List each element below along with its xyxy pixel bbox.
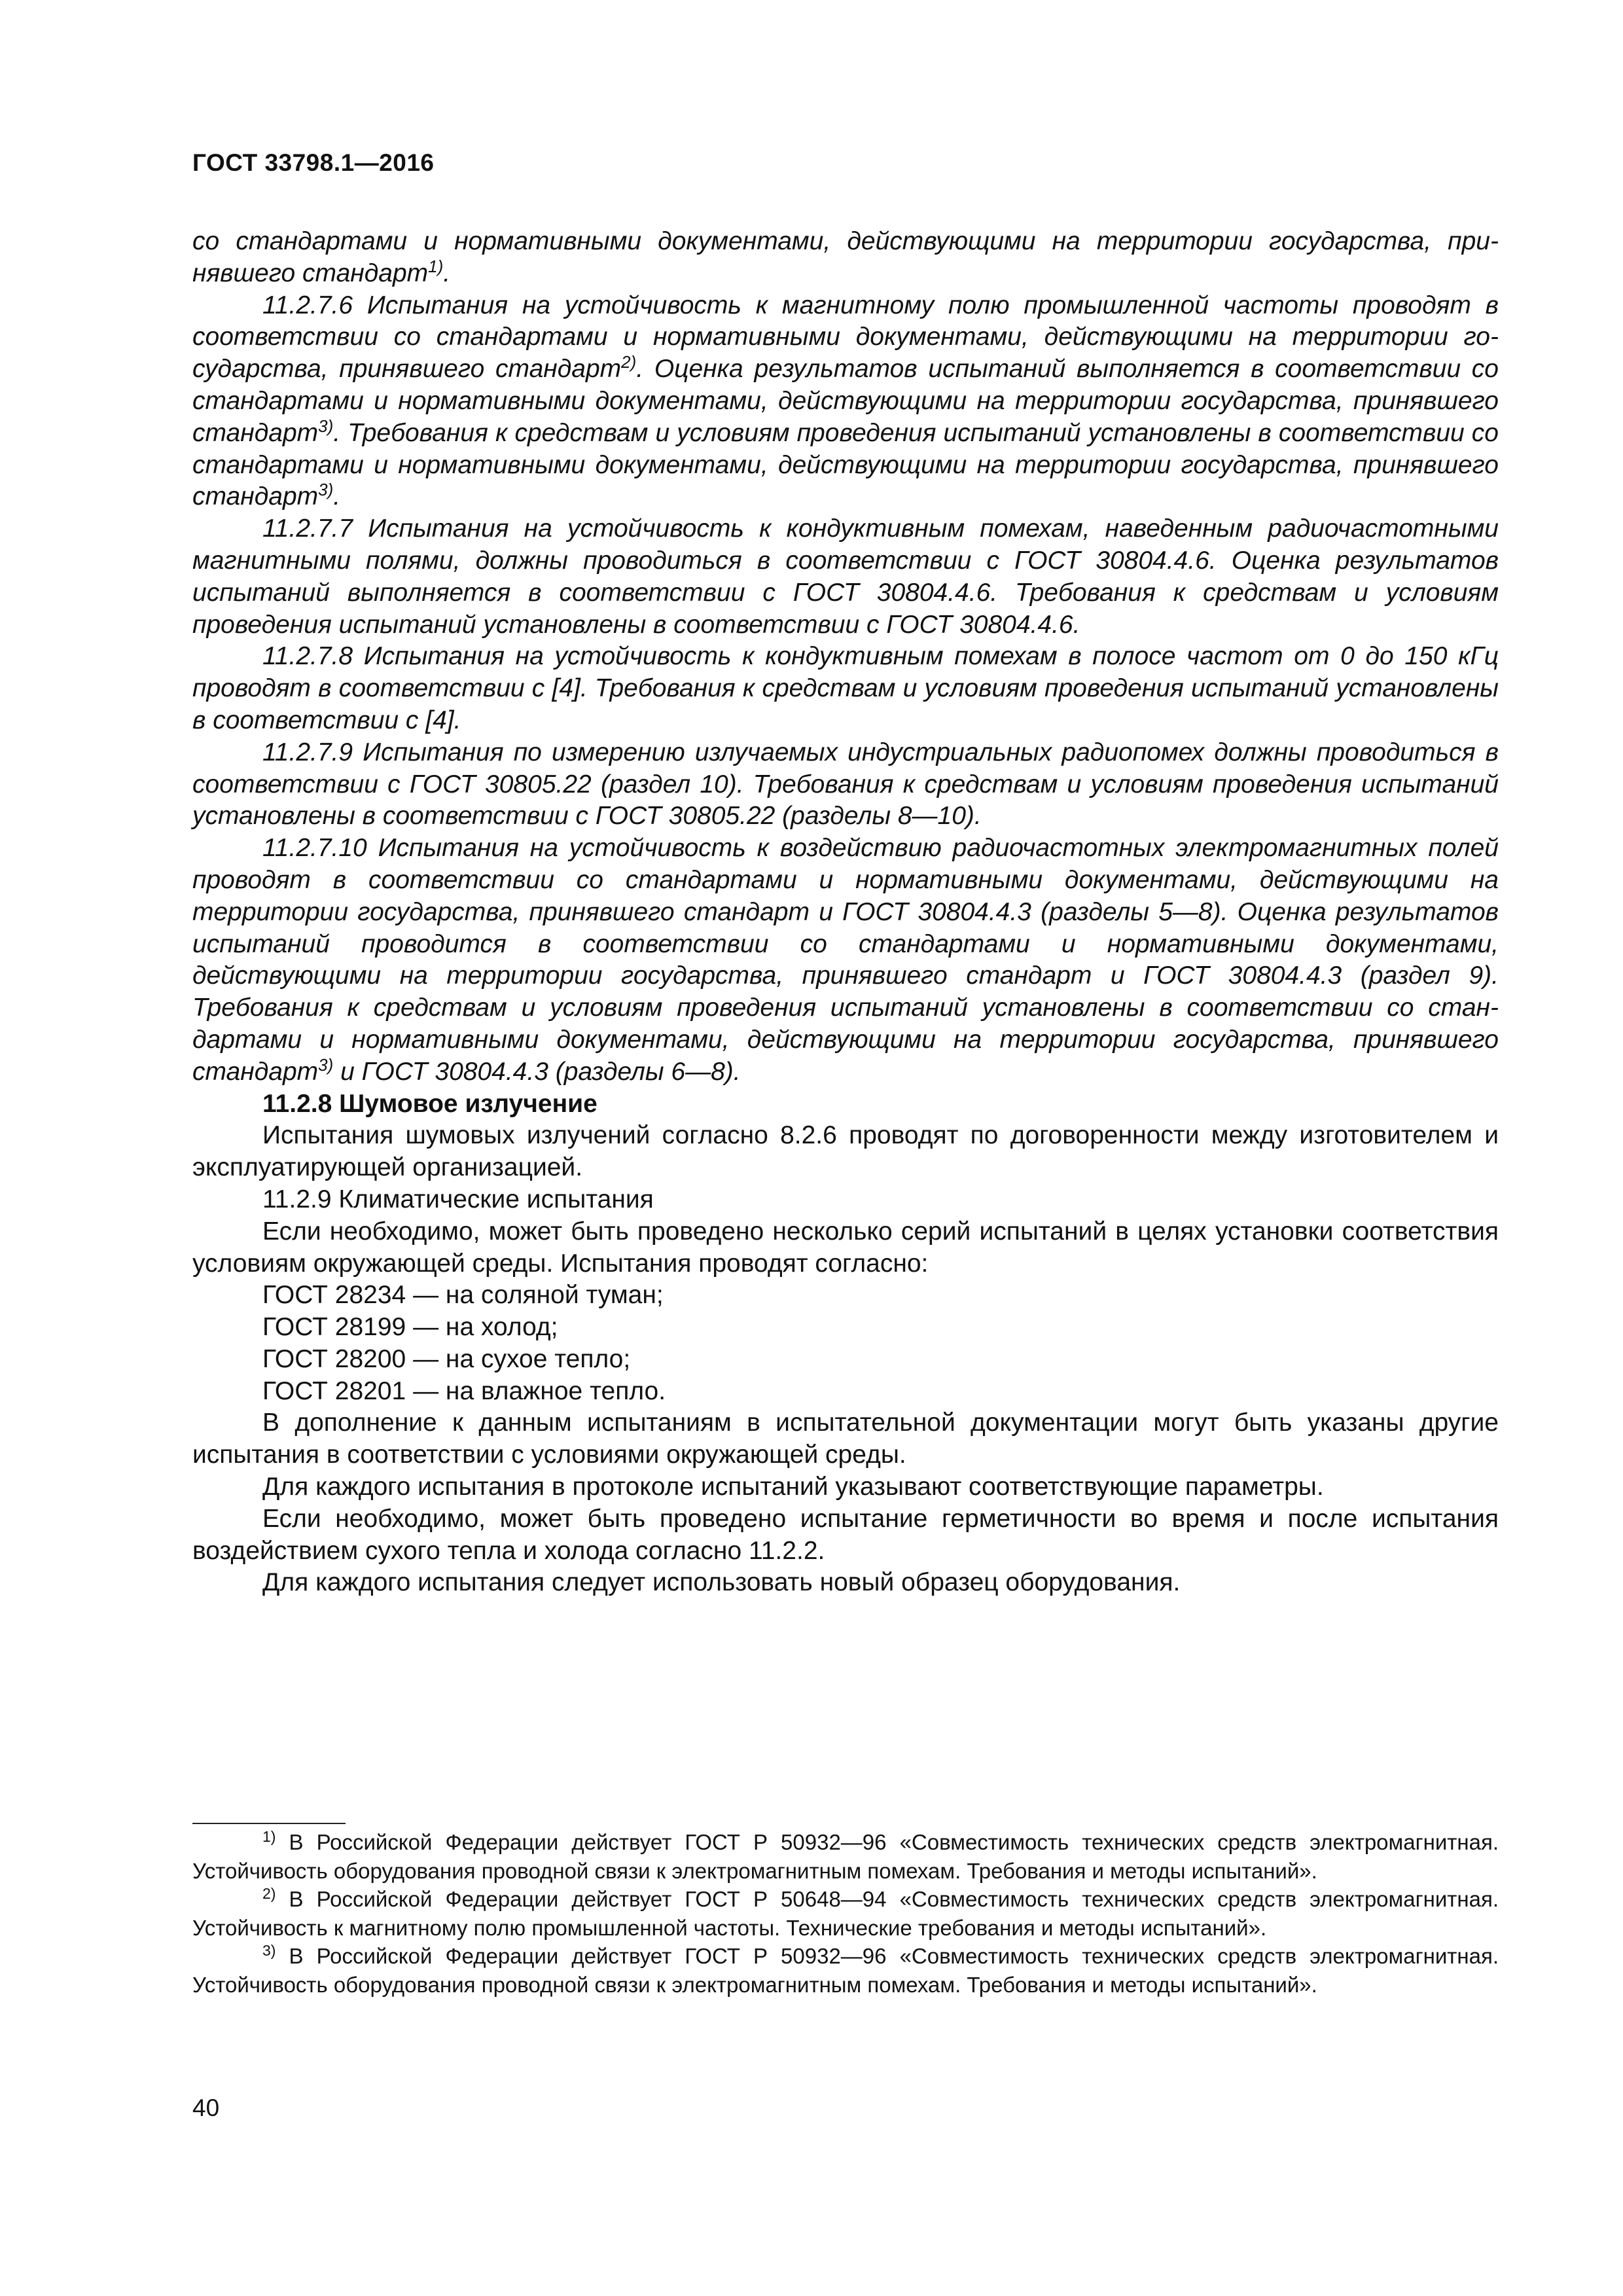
paragraph-11-2-7-8: 11.2.7.8 Испытания на устойчивость к кондуктивным помехам в полосе частот от 0 до 150 кГц проводят в соответствии с [4]. Требования к средствам и условиям проведения испытаний установлены в соответствии с [4]. — [192, 642, 1499, 734]
paragraph-protocol-parameters: Для каждого испытания в протоколе испытаний указывают соответствующие параметры. — [262, 1473, 1324, 1501]
paragraph-11-2-7-10: 11.2.7.10 Испытания на устойчивость к воздействию радиочастотных электромагнитных полей проводят в соответствии со стандартами и нормативными документами, действующими на территории государства, принявшего стандарт и ГОСТ 30804.4.3 (разделы 5—8). Оценка результатов испытаний проводится в соответствии со стандартами и нормативными документами, действующими на территории государства, принявшего стандарт и ГОСТ 30804.4.3 (раздел 9). Требования к средствам и условиям проведения испытаний установлены в соответствии со стандартами и нормативными документами, действующими на территории государства, принявшего стандарт$^{3)}$ и ГОСТ 30804.4.3 (разделы 6—8). — [192, 834, 1499, 1086]
paragraph-11-2-7-7: 11.2.7.7 Испытания на устойчивость к кондуктивным помехам, наведенным радиочастотными магнитными полями, должны проводиться в соответствии с ГОСТ 30804.4.6. Оценка результатов испытаний выполняется в соответствии с ГОСТ 30804.4.6. Требования к средствам и условиям проведения испытаний установлены в соответствии с ГОСТ 30804.4.6. — [192, 514, 1499, 639]
footnote-ref: 3) — [318, 1054, 334, 1075]
paragraph-climate-intro: Если необходимо, может быть проведено несколько серий испытаний в целях установки соответствия условиям окружающей среды. Испытания проводят согласно: — [192, 1217, 1499, 1278]
document-body — [192, 226, 1499, 1599]
footnote-3: $^{3)}$ В Российской Федерации действует ГОСТ Р 50932—96 «Совместимость технических средств электромагнитная. Устойчивость оборудования проводной связи к электромагнитным помехам. Требования и методы испытаний». — [192, 1942, 1499, 1997]
paragraph-11-2-7-6: 11.2.7.6 Испытания на устойчивость к магнитному полю промышленной частоты проводят в соответствии со стандартами и нормативными документами, действующими на территории государства, принявшего стандарт$^{2)}$. Оценка результатов испытаний выполняется в соответствии со стандартами и нормативными документами, действующими на территории государства, принявшего стандарт$^{3)}$. Требования к средствам и условиям проведения испытаний установлены в соответствии со стандартами и нормативными документами, действующими на территории государства, принявшего стандарт$^{3)}$. — [192, 291, 1499, 511]
footnote-ref: 1) — [428, 256, 444, 276]
list-item: ГОСТ 28199 — на холод; — [262, 1313, 558, 1342]
footnote-mark: 3) — [262, 1942, 276, 1960]
footnote-ref: 3) — [318, 480, 334, 500]
paragraph-tightness-test: Если необходимо, может быть проведено испытание герметичности во время и после испытания воздействием сухого тепла и холода согласно 11.2.2. — [192, 1504, 1499, 1565]
footnote-ref: 2) — [621, 352, 637, 372]
footnote-ref: 3) — [318, 416, 334, 436]
paragraph-continuation: со стандартами и нормативными документами, действующими на территории государства, принявшего стандарт$^{1)}$. — [192, 227, 1499, 287]
paragraph-additional-tests: В дополнение к данным испытаниям в испытательной документации могут быть указаны другие испытания в соответствии с условиями окружающей среды. — [192, 1408, 1499, 1469]
footnote-mark: 1) — [262, 1828, 276, 1845]
paragraph-11-2-7-9: 11.2.7.9 Испытания по измерению излучаемых индустриальных радиопомех должны проводиться в соответствии с ГОСТ 30805.22 (раздел 10). Требования к средствам и условиям проведения испытаний установлены в соответствии с ГОСТ 30805.22 (разделы 8—10). — [192, 738, 1499, 831]
paragraph-new-sample: Для каждого испытания следует использовать новый образец оборудования. — [262, 1568, 1181, 1597]
section-heading-11-2-8: 11.2.8 Шумовое излучение — [262, 1089, 597, 1118]
document-code-header: ГОСТ 33798.1—2016 — [192, 149, 435, 176]
footnote-mark: 2) — [262, 1885, 276, 1903]
list-item: ГОСТ 28201 — на влажное тепло. — [262, 1376, 666, 1405]
footnote-2: $^{2)}$ В Российской Федерации действует ГОСТ Р 50648—94 «Совместимость технических средств электромагнитная. Устойчивость к магнитному полю промышленной частоты. Технические требования и методы испытаний». — [192, 1885, 1499, 1940]
page-number: 40 — [192, 2094, 220, 2121]
footnote-divider — [192, 1823, 346, 1824]
list-item: ГОСТ 28234 — на соляной туман; — [262, 1281, 664, 1310]
list-item: ГОСТ 28200 — на сухое тепло; — [262, 1344, 631, 1373]
footnote-1: $^{1)}$ В Российской Федерации действует ГОСТ Р 50932—96 «Совместимость технических средств электромагнитная. Устойчивость оборудования проводной связи к электромагнитным помехам. Требования и методы испытаний». — [192, 1828, 1499, 1883]
footnotes — [192, 1828, 1499, 2000]
paragraph-noise: Испытания шумовых излучений согласно 8.2.6 проводят по договоренности между изготовителем и эксплуатирующей организацией. — [192, 1121, 1499, 1182]
section-heading-11-2-9: 11.2.9 Климатические испытания — [262, 1185, 654, 1213]
